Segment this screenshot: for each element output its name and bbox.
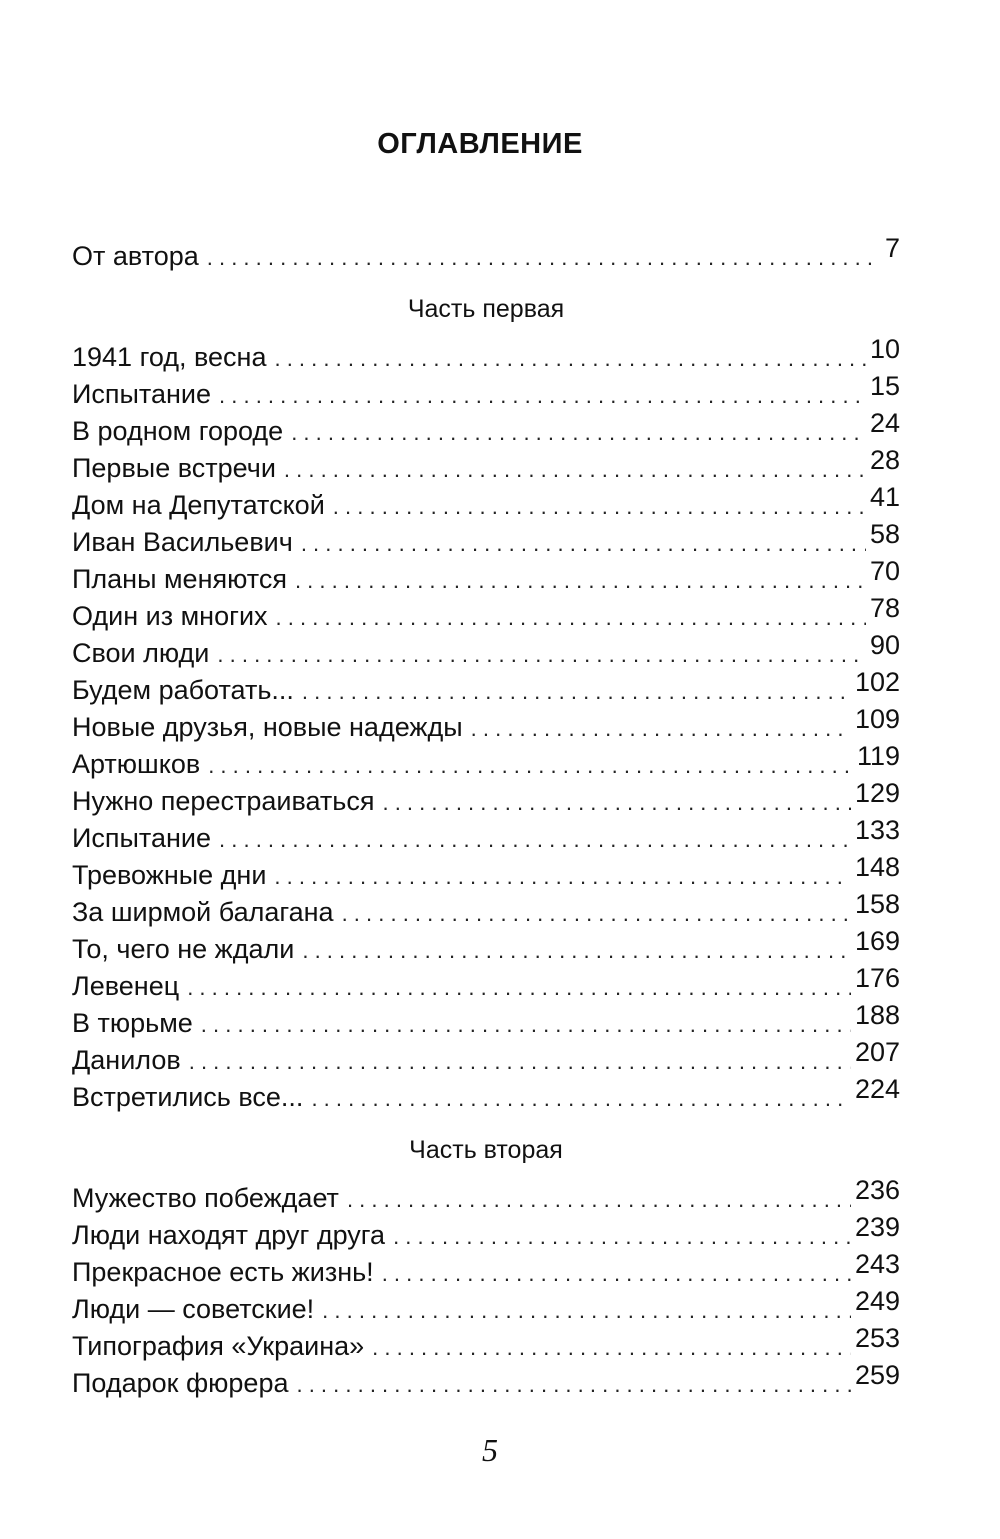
leader-dots [311, 1080, 851, 1117]
page-number: 5 [482, 1432, 498, 1468]
toc-entry-label: 1941 год, весна [72, 342, 267, 372]
toc-entry-label: Планы меняются [72, 564, 287, 594]
toc-entry-page: 109 [854, 704, 900, 734]
table-of-contents [72, 233, 900, 1402]
toc-entry [72, 556, 900, 598]
toc-entry-label: Данилов [72, 1045, 181, 1075]
toc-entry [72, 408, 900, 450]
toc-entry [72, 233, 900, 275]
toc-entry [72, 778, 900, 820]
leader-dots [189, 1043, 851, 1080]
toc-entry [72, 519, 900, 561]
toc-entry-page: 7 [884, 233, 900, 263]
toc-entry-page: 133 [854, 815, 900, 845]
toc-entry-label: Прекрасное есть жизнь! [72, 1257, 374, 1287]
leader-dots [276, 599, 866, 636]
toc-entry-page: 119 [856, 741, 900, 771]
toc-entry-page: 243 [854, 1249, 900, 1279]
toc-entry [72, 741, 900, 783]
toc-entry-page: 239 [854, 1212, 900, 1242]
leader-dots [322, 1292, 851, 1329]
toc-entry-page: 236 [854, 1175, 900, 1205]
toc-entry-label: Люди находят друг друга [72, 1220, 386, 1250]
toc-entry [72, 963, 900, 1005]
toc-entry [72, 1037, 900, 1079]
leader-dots [295, 562, 866, 599]
toc-entry-label: Встретились все... [72, 1082, 304, 1112]
leader-dots [382, 1255, 851, 1292]
toc-entry [72, 1074, 900, 1116]
leader-dots [219, 821, 851, 858]
toc-entry-page: 90 [869, 630, 900, 660]
toc-entry-page: 259 [854, 1360, 900, 1390]
leader-dots [302, 673, 851, 710]
toc-entry-label: Подарок фюрера [72, 1368, 289, 1398]
part-one-entries [72, 334, 900, 1116]
leader-dots [207, 239, 881, 276]
leader-dots [333, 488, 866, 525]
toc-entry-label: Левенец [72, 971, 180, 1001]
toc-entry-label: Будем работать... [72, 675, 294, 705]
toc-entry-page: 15 [869, 371, 900, 401]
leader-dots [393, 1218, 851, 1255]
toc-entry-page: 28 [869, 445, 900, 475]
toc-entry [72, 667, 900, 709]
toc-entry-page: 78 [869, 593, 900, 623]
toc-entry-label: Артюшков [72, 749, 201, 779]
toc-entry [72, 445, 900, 487]
toc-entry-label: В родном городе [72, 416, 284, 446]
toc-entry-label: Типография «Украина» [72, 1331, 365, 1361]
leader-dots [208, 747, 853, 784]
toc-entry-page: 188 [854, 1000, 900, 1030]
toc-entry [72, 334, 900, 376]
leader-dots [219, 377, 866, 414]
leader-dots [302, 932, 851, 969]
toc-entry [72, 1360, 900, 1402]
toc-entry [72, 852, 900, 894]
toc-entry-page: 169 [854, 926, 900, 956]
toc-entry-label: Дом на Депутатской [72, 490, 325, 520]
toc-entry-label: Тревожные дни [72, 860, 267, 890]
part-two-entries [72, 1175, 900, 1402]
toc-entry-page: 253 [854, 1323, 900, 1353]
toc-entry [72, 593, 900, 635]
toc-entry [72, 704, 900, 746]
toc-entry-page: 158 [854, 889, 900, 919]
toc-entry-label: От автора [72, 241, 199, 271]
toc-entry-label: Люди — советские! [72, 1294, 315, 1324]
toc-entry-page: 148 [854, 852, 900, 882]
toc-entry-page: 24 [869, 408, 900, 438]
toc-entry-page: 176 [854, 963, 900, 993]
toc-entry-page: 58 [869, 519, 900, 549]
toc-entry [72, 815, 900, 857]
leader-dots [347, 1181, 851, 1218]
toc-entry-page: 102 [854, 667, 900, 697]
toc-entry-label: В тюрьме [72, 1008, 193, 1038]
toc-entry-label: За ширмой балагана [72, 897, 334, 927]
toc-entry-label: Мужество побеждает [72, 1183, 339, 1213]
toc-entry [72, 926, 900, 968]
toc-entry-label: Первые встречи [72, 453, 276, 483]
page-title: ОГЛАВЛЕНИЕ [377, 128, 583, 160]
toc-entry-label: Испытание [72, 379, 212, 409]
leader-dots [274, 858, 851, 895]
toc-entry [72, 1286, 900, 1328]
toc-entry-page: 249 [854, 1286, 900, 1316]
toc-entry-label: Нужно перестраиваться [72, 786, 375, 816]
leader-dots [291, 414, 866, 451]
toc-entry [72, 1323, 900, 1365]
toc-entry-page: 129 [854, 778, 900, 808]
toc-entry-page: 41 [869, 482, 900, 512]
leader-dots [382, 784, 850, 821]
part-heading: Часть первая [407, 295, 565, 323]
leader-dots [301, 525, 866, 562]
leader-dots [296, 1366, 850, 1403]
toc-entry-page: 10 [869, 334, 900, 364]
toc-entry-label: Свои люди [72, 638, 210, 668]
toc-entry-page: 207 [854, 1037, 900, 1067]
part-heading: Часть вторая [409, 1136, 563, 1164]
leader-dots [342, 895, 851, 932]
leader-dots [201, 1006, 851, 1043]
toc-entry [72, 482, 900, 524]
toc-entry-page: 224 [854, 1074, 900, 1104]
toc-entry-label: Новые друзья, новые надежды [72, 712, 463, 742]
toc-entry [72, 630, 900, 672]
leader-dots [217, 636, 866, 673]
toc-entry [72, 1000, 900, 1042]
toc-entry [72, 1212, 900, 1254]
toc-entry-label: То, чего не ждали [72, 934, 295, 964]
toc-entry-label: Иван Васильевич [72, 527, 293, 557]
leader-dots [284, 451, 866, 488]
toc-entry [72, 371, 900, 413]
toc-entry-page: 70 [869, 556, 900, 586]
leader-dots [187, 969, 851, 1006]
toc-entry-label: Один из многих [72, 601, 268, 631]
leader-dots [274, 340, 865, 377]
toc-entry [72, 1175, 900, 1217]
toc-entry-label: Испытание [72, 823, 212, 853]
leader-dots [372, 1329, 851, 1366]
toc-entry [72, 1249, 900, 1291]
leader-dots [471, 710, 851, 747]
toc-entry [72, 889, 900, 931]
